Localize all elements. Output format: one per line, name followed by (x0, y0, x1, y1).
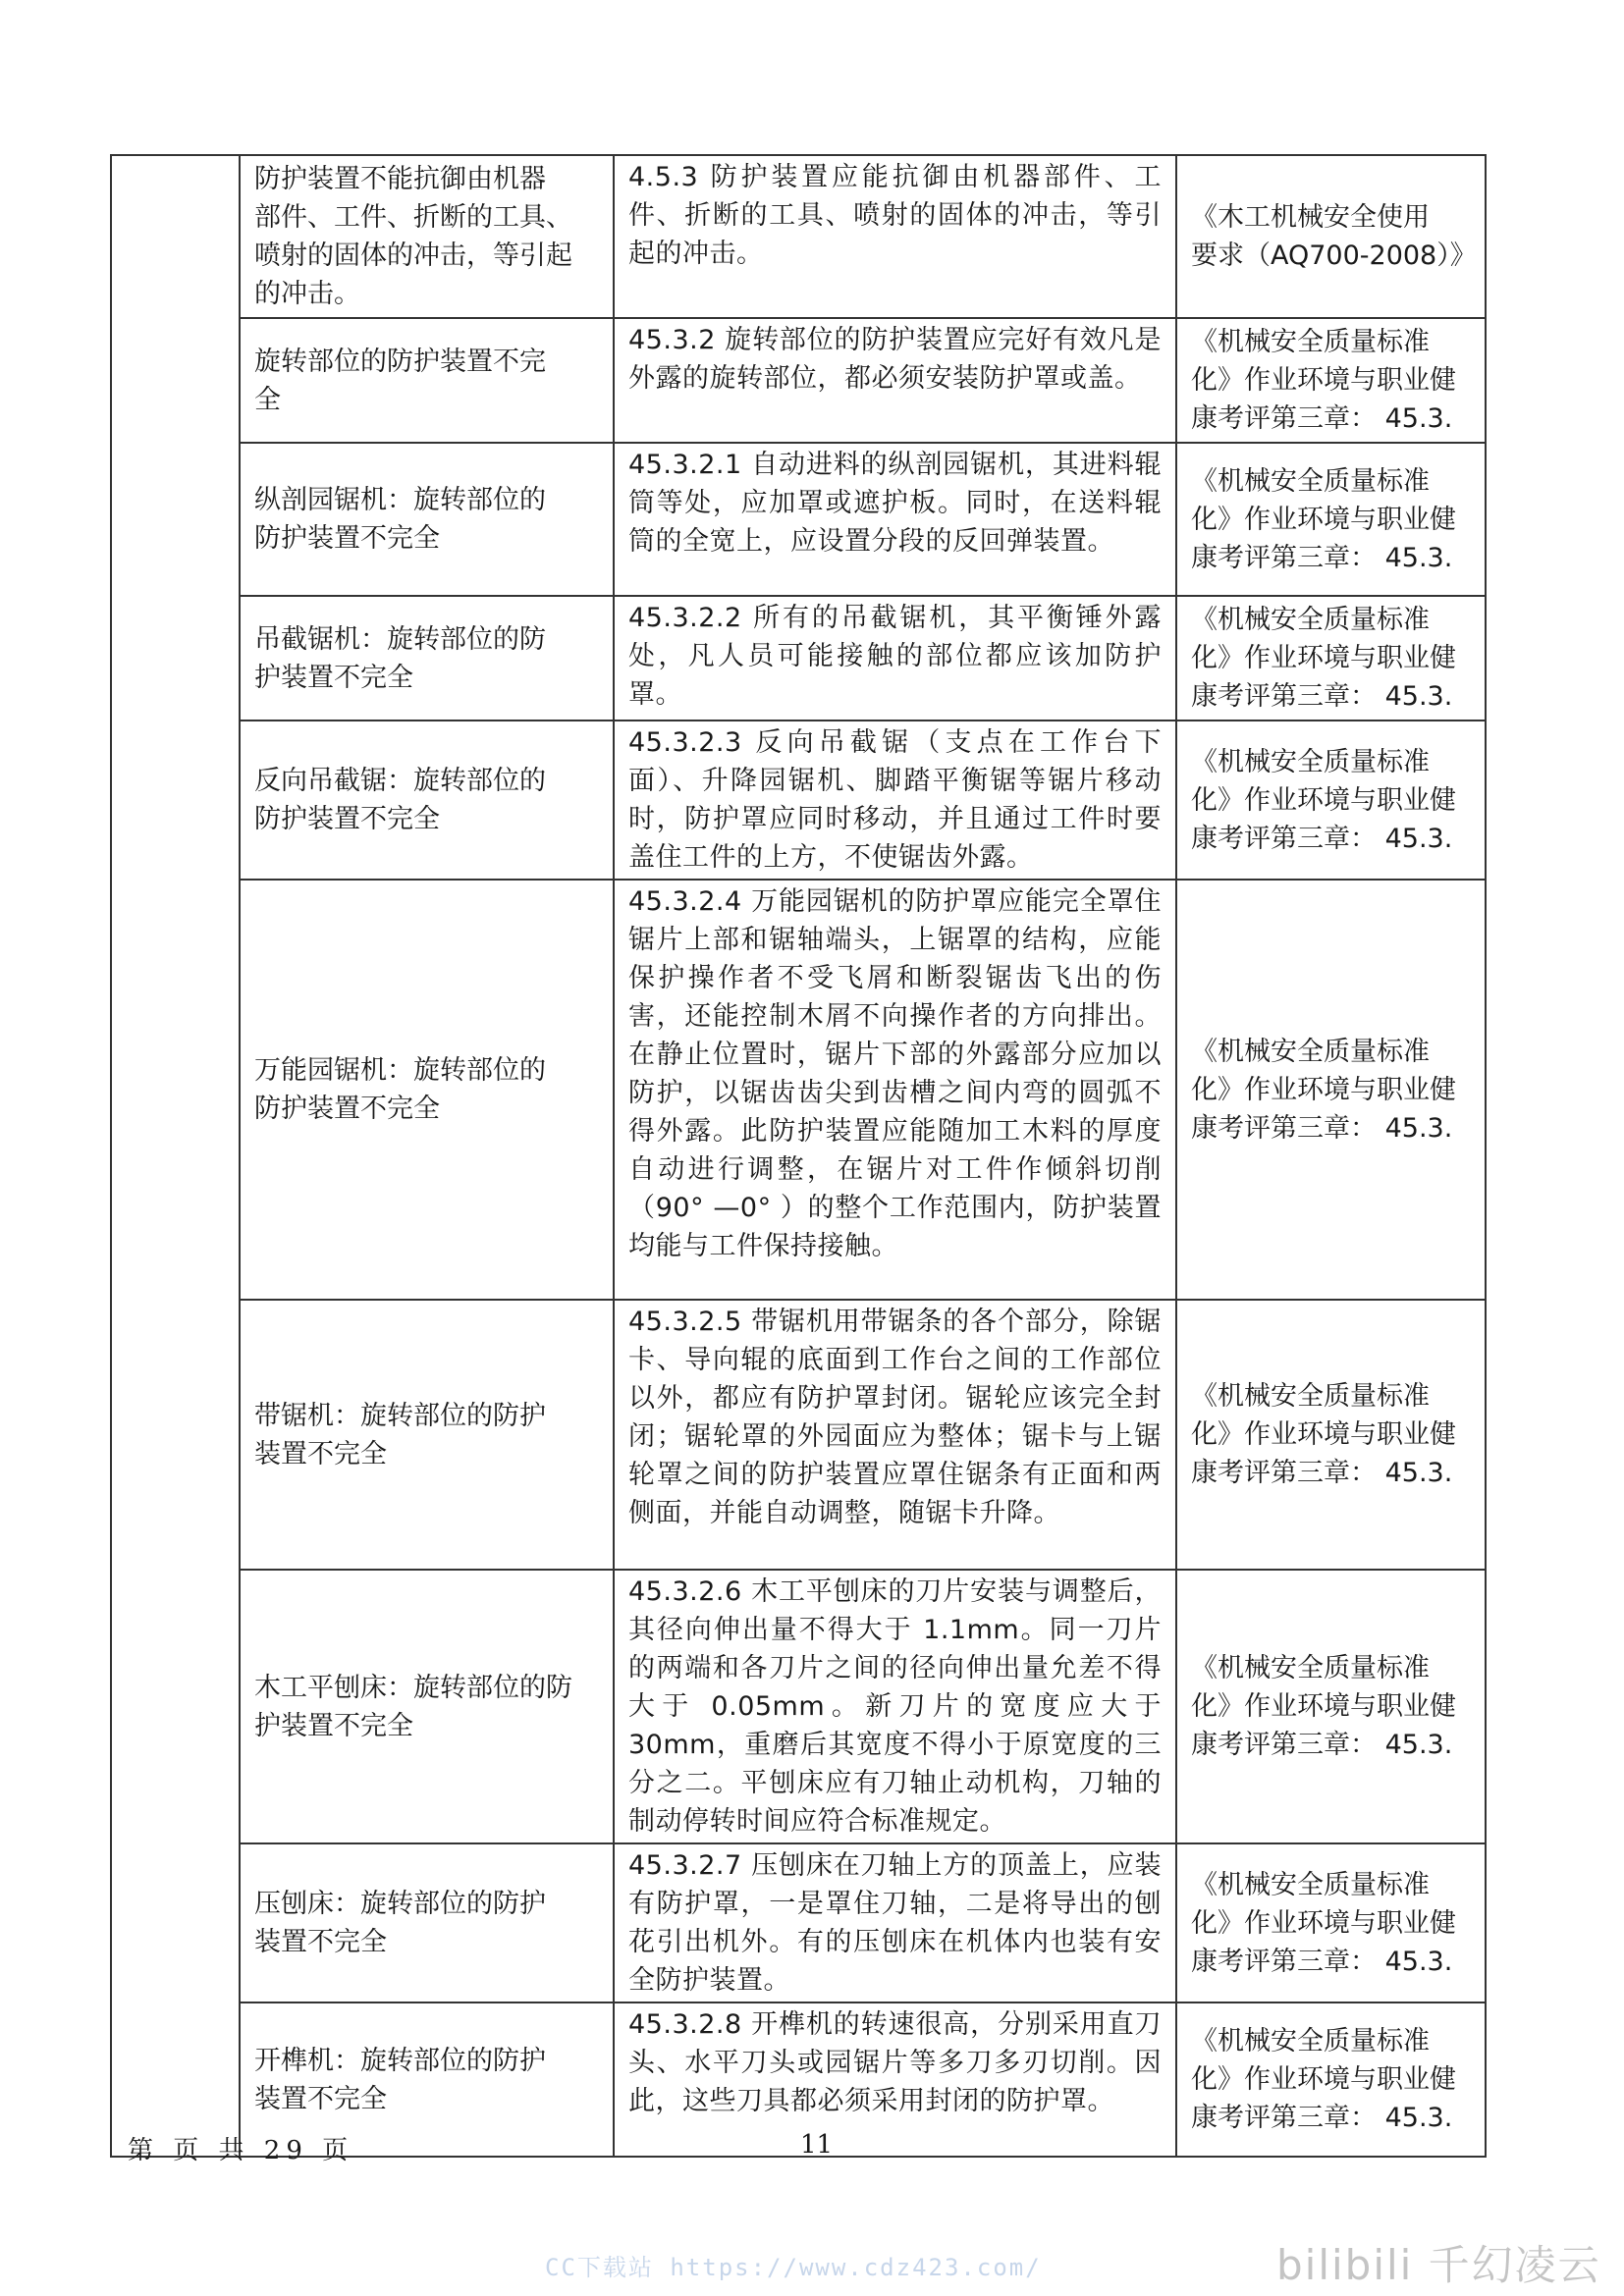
table-row (111, 1843, 1486, 2002)
reference-cell (1176, 880, 1486, 1300)
requirement-cell (614, 596, 1176, 721)
requirement-text: 4.5.3 防护装置应能抗御由机器部件、工件、折断的工具、喷射的固体的冲击，等引起的冲击。 (628, 162, 1162, 269)
hazard-text: 万能园锯机：旋转部位的 防护装置不完全 (254, 1055, 546, 1124)
requirement-text: 45.3.2.6 木工平刨床的刀片安装与调整后，其径向伸出量不得大于 1.1mm。同一刀片的两端和各刀片之间的径向伸出量允差不得大于 0.05mm。新刀片的宽度应大于 30mm，重磨后其宽度不得小于原宽度的三分之二。平刨床应有刀轴止动机构，刀轴的制动停转时间应符合标准规定。 (628, 1576, 1162, 1837)
reference-text: 《机械安全质量标准 化》作业环境与职业健 康考评第三章： 45.3. (1191, 1036, 1456, 1144)
hazard-text: 压刨床：旋转部位的防护 装置不完全 (254, 1889, 546, 1957)
blank-category-cell (111, 155, 240, 2157)
reference-cell (1176, 596, 1486, 721)
reference-text: 《机械安全质量标准 化》作业环境与职业健 康考评第三章： 45.3. (1191, 1653, 1456, 1760)
watermark-brand: bilibili 千幻凌云 (1276, 2241, 1601, 2289)
hazard-cell (240, 1300, 614, 1570)
requirement-cell (614, 155, 1176, 318)
hazard-cell (240, 1843, 614, 2002)
reference-text: 《机械安全质量标准 化》作业环境与职业健 康考评第三章： 45.3. (1191, 746, 1456, 854)
requirement-text: 45.3.2.8 开榫机的转速很高，分别采用直刀头、水平刀头或园锯片等多刀多刃切削。因此，这些刀具都必须采用封闭的防护罩。 (628, 2009, 1162, 2116)
reference-text: 《机械安全质量标准 化》作业环境与职业健 康考评第三章： 45.3. (1191, 465, 1456, 573)
reference-cell (1176, 1300, 1486, 1570)
hazard-text: 旋转部位的防护装置不完 全 (254, 346, 546, 415)
reference-cell (1176, 1843, 1486, 2002)
table-row (111, 880, 1486, 1300)
table-row (111, 443, 1486, 596)
hazard-text: 木工平刨床：旋转部位的防 护装置不完全 (254, 1672, 572, 1741)
watermark-url: CC下载站 https://www.cdz423.com/ (545, 2254, 1042, 2281)
hazard-text: 反向吊截锯：旋转部位的 防护装置不完全 (254, 766, 546, 834)
reference-cell (1176, 2002, 1486, 2157)
reference-cell (1176, 443, 1486, 596)
reference-text: 《机械安全质量标准 化》作业环境与职业健 康考评第三章： 45.3. (1191, 605, 1456, 712)
requirement-cell (614, 880, 1176, 1300)
hazard-cell (240, 1570, 614, 1843)
requirement-text: 45.3.2 旋转部位的防护装置应完好有效凡是外露的旋转部位，都必须安装防护罩或盖。 (628, 325, 1162, 394)
hazard-cell (240, 155, 614, 318)
reference-cell (1176, 1570, 1486, 1843)
table-row (111, 1570, 1486, 1843)
hazard-cell (240, 880, 614, 1300)
hazard-text: 开榫机：旋转部位的防护 装置不完全 (254, 2045, 546, 2114)
table-row (111, 318, 1486, 443)
hazard-requirement-table (110, 154, 1487, 2158)
requirement-text: 45.3.2.2 所有的吊截锯机，其平衡锤外露处，凡人员可能接触的部位都应该加防护罩。 (628, 603, 1162, 710)
requirement-text: 45.3.2.7 压刨床在刀轴上方的顶盖上，应装有防护罩，一是罩住刀轴，二是将导出的刨花引出机外。有的压刨床在机体内也装有安全防护装置。 (628, 1850, 1162, 1996)
reference-text: 《机械安全质量标准 化》作业环境与职业健 康考评第三章： 45.3. (1191, 2026, 1456, 2133)
requirement-cell (614, 721, 1176, 880)
hazard-text: 吊截锯机：旋转部位的防 护装置不完全 (254, 623, 546, 693)
hazard-cell (240, 318, 614, 443)
requirement-text: 45.3.2.4 万能园锯机的防护罩应能完全罩住锯片上部和锯轴端头，上锯罩的结构，应能保护操作者不受飞屑和断裂锯齿飞出的伤害，还能控制木屑不向操作者的方向排出。在静止位置时，锯片下部的外露部分应加以防护，以锯齿齿尖到齿槽之间内弯的圆弧不得外露。此防护装置应能随加工木料的厚度自动进行调整，在锯片对工件作倾斜切削（90° —0° ）的整个工作范围内，防护装置均能与工件保持接触。 (628, 886, 1162, 1261)
reference-cell (1176, 318, 1486, 443)
requirement-text: 45.3.2.1 自动进料的纵剖园锯机，其进料辊筒等处，应加罩或遮护板。同时，在送料辊筒的全宽上，应设置分段的反回弹装置。 (628, 450, 1162, 557)
page-count-footer: 第 页 共 29 页 (128, 2136, 354, 2165)
reference-text: 《机械安全质量标准 化》作业环境与职业健 康考评第三章： 45.3. (1191, 1869, 1456, 1977)
requirement-cell (614, 1300, 1176, 1570)
requirement-text: 45.3.2.5 带锯机用带锯条的各个部分，除锯卡、导向辊的底面到工作台之间的工作部位以外，都应有防护罩封闭。锯轮应该完全封闭；锯轮罩的外园面应为整体；锯卡与上锯轮罩之间的防护装置应罩住锯条有正面和两侧面，并能自动调整，随锯卡升降。 (628, 1307, 1162, 1528)
page-number: 11 (800, 2130, 834, 2160)
reference-cell (1176, 721, 1486, 880)
hazard-cell (240, 596, 614, 721)
table-row (111, 1300, 1486, 1570)
requirement-cell (614, 1570, 1176, 1843)
table-row (111, 596, 1486, 721)
hazard-text: 纵剖园锯机：旋转部位的 防护装置不完全 (254, 485, 546, 554)
reference-text: 《机械安全质量标准 化》作业环境与职业健 康考评第三章： 45.3. (1191, 327, 1456, 434)
reference-cell (1176, 155, 1486, 318)
requirement-cell (614, 1843, 1176, 2002)
requirement-cell (614, 2002, 1176, 2157)
table-row (111, 155, 1486, 318)
hazard-cell (240, 443, 614, 596)
requirement-cell (614, 443, 1176, 596)
reference-text: 《机械安全质量标准 化》作业环境与职业健 康考评第三章： 45.3. (1191, 1381, 1456, 1488)
reference-text: 《木工机械安全使用 要求（AQ700-2008）》 (1191, 202, 1477, 271)
requirement-text: 45.3.2.3 反向吊截锯（支点在工作台下面）、升降园锯机、脚踏平衡锯等锯片移动时，防护罩应同时移动，并且通过工件时要盖住工件的上方，不使锯齿外露。 (628, 727, 1162, 873)
table-row (111, 721, 1486, 880)
requirement-cell (614, 318, 1176, 443)
hazard-text: 带锯机：旋转部位的防护 装置不完全 (254, 1400, 546, 1469)
hazard-cell (240, 721, 614, 880)
table-body (111, 155, 1486, 2157)
hazard-text: 防护装置不能抗御由机器 部件、工件、折断的工具、 喷射的固体的冲击，等引起 的冲击。 (254, 164, 572, 309)
